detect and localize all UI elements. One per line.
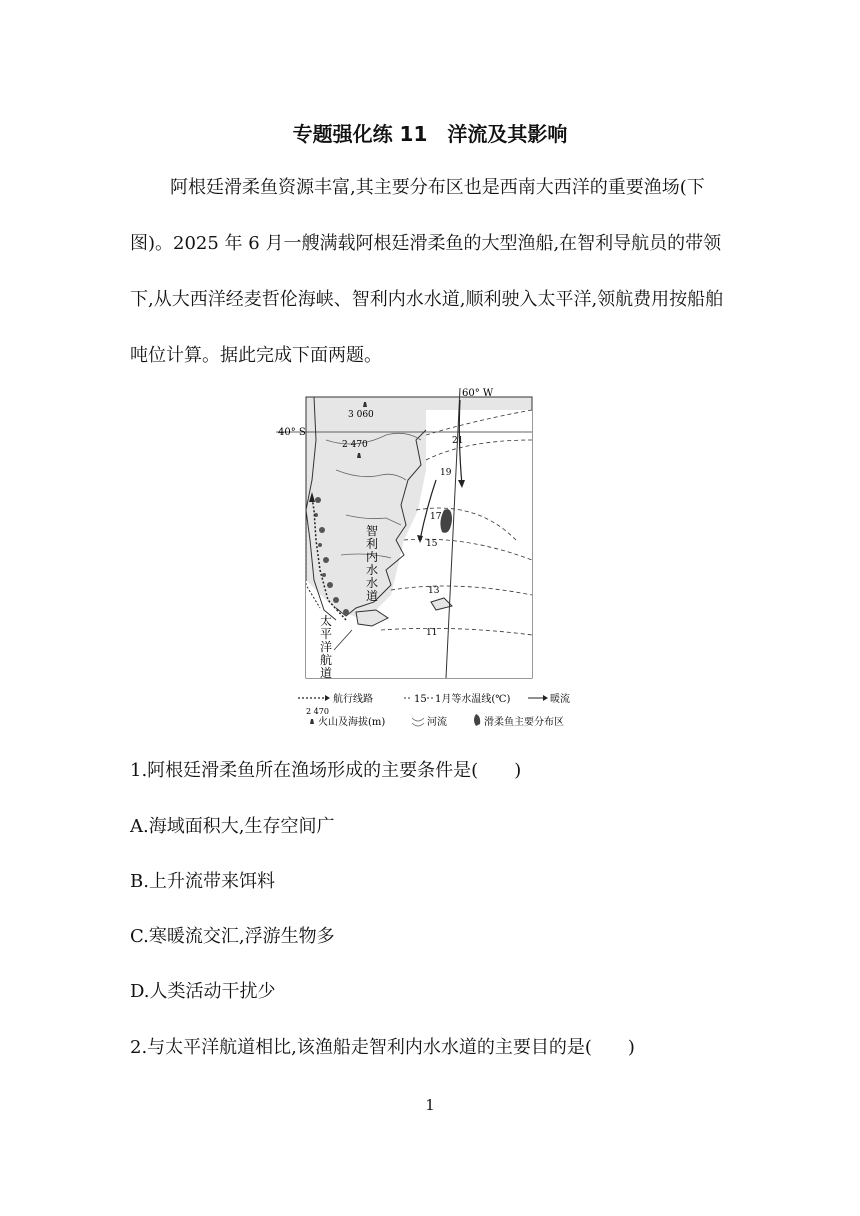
question-1-option-a: A.海域面积大,生存空间广 [130,816,335,837]
svg-text:道: 道 [366,589,379,603]
isotherm-19: 19 [440,468,452,478]
isotherm-11: 11 [426,628,438,638]
svg-text:内: 内 [366,550,379,564]
svg-text:水: 水 [366,563,379,577]
legend-isotherm: 1月等水温线(℃) [435,694,511,705]
chile-channel-label [366,524,378,603]
lon-label: 60° W [462,388,494,399]
page-title: 专题强化练 11 洋流及其影响 [292,122,568,146]
map-legend [298,692,570,728]
legend-volcano-icon [310,719,314,724]
legend-squid-icon [474,714,480,726]
svg-text:航: 航 [320,653,333,667]
legend-route: 航行线路 [333,694,373,705]
pacific-route-label [320,613,332,680]
isotherm-17: 17 [430,512,442,522]
isotherm-21: 21 [452,436,464,446]
elevation-2: 2 470 [342,440,368,450]
legend-warm: 暖流 [550,694,570,705]
svg-text:利: 利 [366,537,379,551]
question-1-stem: 1.阿根廷滑柔鱼所在渔场形成的主要条件是( ) [130,760,522,781]
elevation-1: 3 060 [348,410,374,420]
question-1-option-b: B.上升流带来饵料 [130,871,275,892]
isotherm-15: 15 [426,539,438,549]
legend-volcano-value: 2 470 [306,707,329,716]
map-figure [276,380,596,730]
question-1-option-c: C.寒暖流交汇,浮游生物多 [130,926,335,947]
lat-label: 40° S [278,427,306,438]
intro-paragraph: 阿根廷滑柔鱼资源丰富,其主要分布区也是西南大西洋的重要渔场(下图)。2025 年 6 月一艘满载阿根廷滑柔鱼的大型渔船,在智利导航员的带领下,从大西洋经麦哲伦海峡、智利内水水道,顺利驶入太平洋,领航费用按船舶吨位计算。据此完成下面两题。 [130,177,724,366]
legend-river: 河流 [427,717,447,728]
svg-text:道: 道 [320,666,333,680]
svg-text:智: 智 [366,524,379,538]
legend-river-icon [412,718,424,726]
svg-text:太: 太 [320,614,333,628]
legend-isotherm-sample: 15 [414,694,427,705]
question-2-stem: 2.与太平洋航道相比,该渔船走智利内水水道的主要目的是( ) [130,1037,635,1058]
question-1-option-d: D.人类活动干扰少 [130,981,276,1002]
svg-text:平: 平 [320,627,333,641]
page-number: 1 [425,1096,435,1114]
isotherm-13: 13 [428,586,440,596]
svg-text:水: 水 [366,576,379,590]
svg-text:洋: 洋 [320,640,333,654]
legend-volcano: 火山及海拔(m) [318,717,386,728]
legend-squid: 滑柔鱼主要分布区 [484,717,564,728]
south-america-map [276,380,596,730]
